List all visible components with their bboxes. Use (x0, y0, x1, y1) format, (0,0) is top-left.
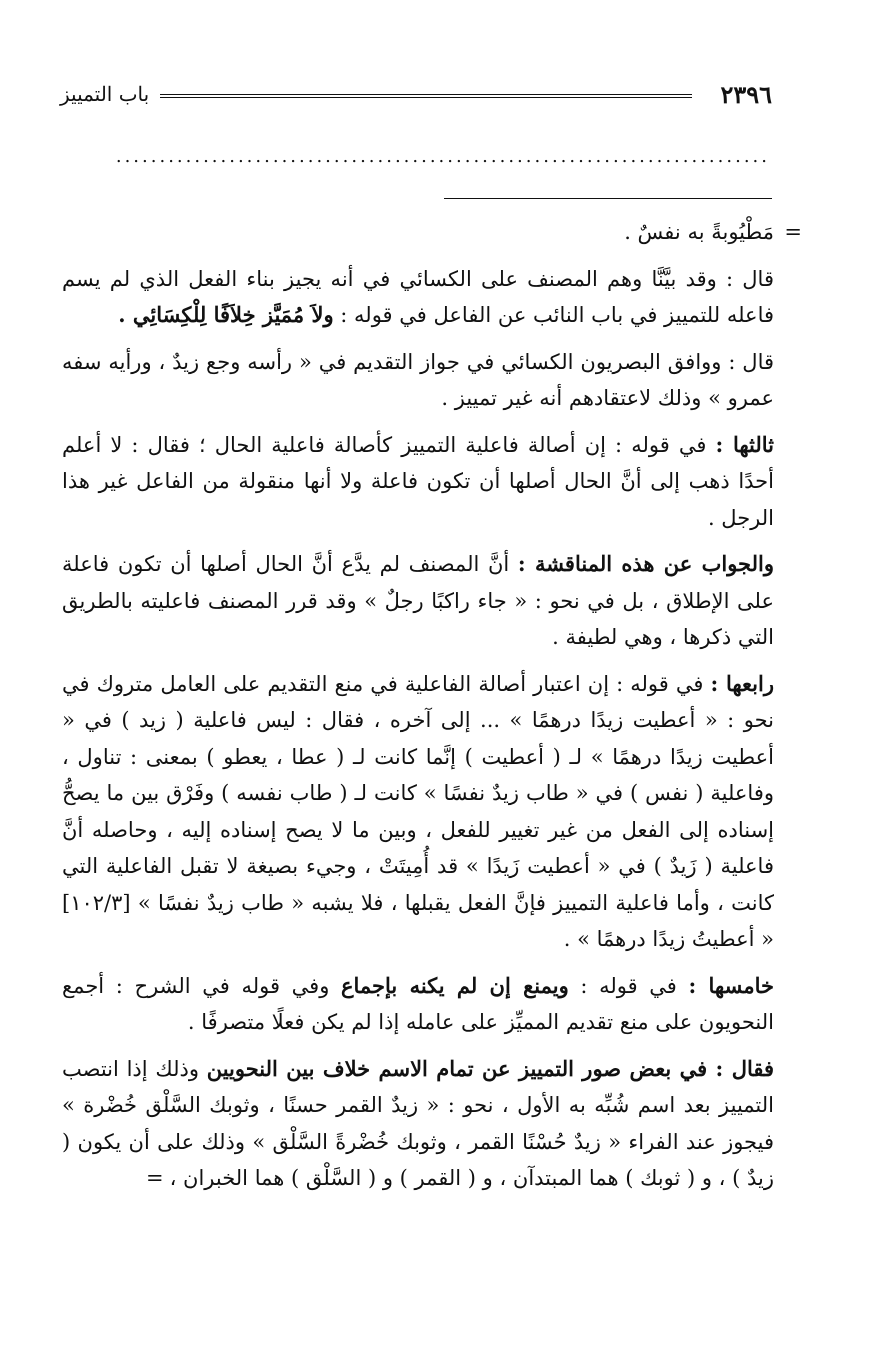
paragraph-text: قال : وقد بيَّنَّا وهم المصنف على الكسائي في أنه يجيز بناء الفعل الذي لم يسم فاعله للتمييز في باب النائب عن الفاعل في قوله : (62, 266, 774, 327)
continuation-line (62, 214, 802, 251)
continuation-marker: = (784, 220, 802, 244)
paragraph-1 (62, 261, 774, 334)
page-number: ٢٣٩٦ (720, 80, 772, 109)
paragraph-5 (62, 666, 774, 958)
paragraph-text: وذلك إذا انتصب التمييز بعد اسم شُبِّه به الأول ، نحو : « زيدٌ القمر حسنًا ، وثوبك السَّلْق خُضْرة » فيجوز عند الفراء « زيدٌ حُسْنًا القمر ، وثوبك خُضْرةً السَّلْق » وذلك على أن يكون ( زيدٌ ) ، و ( ثوبك ) هما المبتدآن ، و ( القمر ) و ( السَّلْق ) هما الخبران ، (62, 1056, 774, 1190)
continuation-marker-end: = (145, 1166, 164, 1190)
footnote-dots: ........................................................................... (115, 146, 770, 167)
paragraph-3 (62, 427, 774, 537)
paragraph-7 (62, 1051, 774, 1197)
chapter-title: باب التمييز (60, 82, 150, 106)
paragraph-text-continued: وفي قوله في الشرح : أجمع النحويون على منع تقديم المميِّز على عامله إذا لم يكن فعلًا متصرفًا . (62, 973, 774, 1034)
page-header (60, 80, 772, 110)
paragraph-text: أنَّ المصنف لم يدَّع أنَّ الحال أصلها أن تكون فاعلة على الإطلاق ، بل في نحو : « جاء راكبًا رجلٌ » وقد قرر المصنف فاعليته بالطريق التي ذكرها ، وهي لطيفة . (62, 552, 774, 649)
paragraph-2 (62, 344, 774, 417)
paragraph-4 (62, 546, 774, 656)
header-rule (160, 94, 692, 98)
body-text (62, 214, 802, 1207)
paragraph-text: قال : ووافق البصريون الكسائي في جواز التقديم في « رأسه وجع زيدٌ ، ورأيه سفه عمرو » وذلك لاعتقادهم أنه غير تمييز . (62, 349, 775, 410)
paragraph-heading: خامسها : (688, 972, 774, 998)
paragraph-6 (62, 968, 774, 1041)
quoted-verse: ويمنع إن لم يكنه بإجماع (340, 972, 569, 998)
footnote-separator (444, 198, 772, 199)
paragraph-text: في قوله : إن أصالة فاعلية التمييز كأصالة فاعلية الحال ؛ فقال : لا أعلم أحدًا ذهب إلى أنَّ الحال أصلها أن تكون فاعلة ولا أنها منقولة من الفاعل غير هذا الرجل . (62, 432, 774, 530)
paragraph-text: في قوله : (568, 973, 689, 998)
paragraph-heading: والجواب عن هذه المناقشة : (517, 551, 774, 576)
paragraph-heading: ثالثها : (715, 431, 774, 457)
quoted-verse: ولاَ مُمَيَّز خِلاَفًا لِلْكِسَائِي . (118, 302, 334, 327)
paragraph-heading: فقال : في بعض صور التمييز عن تمام الاسم خلاف بين النحويين (206, 1055, 775, 1081)
paragraph-text: في قوله : إن اعتبار أصالة الفاعلية في منع التقديم على العامل متروك في نحو : « أعطيت زيدًا درهمًا » ... إلى آخره ، فقال : ليس فاعلية ( زيد ) في « أعطيت زيدًا درهمًا » لـ ( أعطيت ) إنَّما كانت لـ ( عطا ، يعطو ) بمعنى : تناول ، وفاعلية ( نفس ) في « طاب زيدٌ نفسًا » كانت لـ ( طاب نفسه ) وفَرْق بين ما يصحُّ إسناده إلى الفعل من غير تغيير للفعل ، وبين ما لا يصح إسناده إليه ، وحاصله أنَّ فاعلية ( زَيدٌ ) في « أعطيت زَيدًا » قد أُمِيتَتْ ، وجيء بصيغة لا تقبل الفاعلية التي كانت ، وأما فاعلية التمييز فإنَّ الفعل يقبلها ، فلا يشبه « طاب زيدٌ نفسًا » [١٠٢/٣] « أعطيتُ زيدًا درهمًا » . (62, 671, 774, 951)
continuation-text: مَطْيُوبةً به نفسٌ . (624, 220, 774, 244)
paragraph-heading: رابعها : (710, 670, 774, 696)
